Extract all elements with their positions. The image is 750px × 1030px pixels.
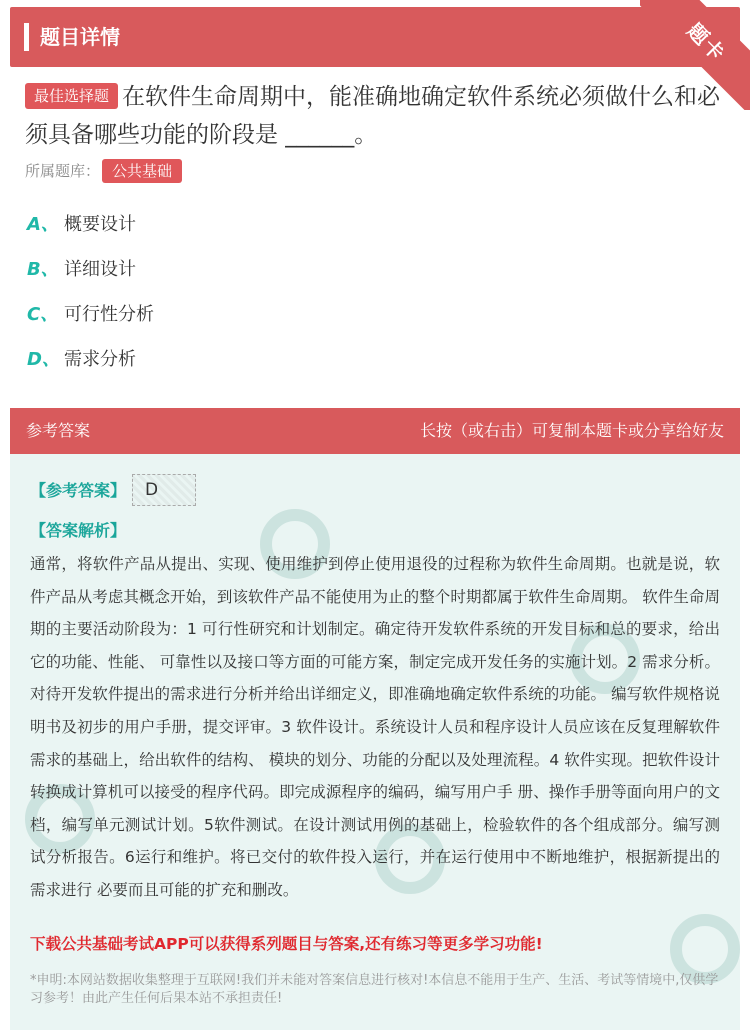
analysis-text: 通常，将软件产品从提出、实现、使用维护到停止使用退役的过程称为软件生命周期。也就是说，软件产品从考虑其概念开始，到该软件产品不能使用为止的整个时期都属于软件生命周期。 软件生命周期的主要活动阶段为：1 可行性研究和计划制定。确定待开发软件系统的开发目标和总的要求，给出它的功能、性能、 可靠性以及接口等方面的可能方案，制定完成开发任务的实施计划。2 需求分析。对待开发软件提出的需求进行分析并给出详细定义，即准确地确定软件系统的功能。 编写软件规格说明书及初步的用户手册，提交评审。3 软件设计。系统设计人员和程序设计人员应该在反复理解软件需求的基础上，给出软件的结构、 模块的划分、功能的分配以及处理流程。4 软件实现。把软件设计转换成计算机可以接受的程序代码。即完成源程序的编码，编写用户手 册、操作手册等面向用户的文档，编写单元测试计划。5软件测试。在设计测试用例的基础上，检验软件的各个组成部分。编写测试分析报告。6运行和维护。将已交付的软件投入运行，并在运行使用中不断地维护，根据新提出的需求进行 必要而且可能的扩充和删改。 [30,555,720,899]
option-a[interactable] [27,210,154,255]
question-text: 在软件生命周期中，能准确地确定软件系统必须做什么和必须具备哪些功能的阶段是 ______。 [25,84,721,148]
header-accent [24,23,29,51]
option-text: 可行性分析 [64,304,154,325]
option-b[interactable] [27,255,154,300]
options-list [27,210,154,390]
reference-answer-value: D [132,474,196,506]
option-text: 概要设计 [64,214,136,235]
page-title: 题目详情 [40,25,120,49]
analysis-label: 【答案解析】 [30,521,127,540]
question-type-badge: 最佳选择题 [25,83,118,109]
source-tag[interactable]: 公共基础 [102,159,182,183]
option-letter: D、 [27,349,60,370]
app-promo-link[interactable]: 下载公共基础考试APP可以获得系列题目与答案,还有练习等更多学习功能! [30,935,543,953]
source-label: 所属题库： [25,162,101,180]
answer-section-title: 参考答案 [26,421,91,440]
corner-label: 题卡 [682,18,731,67]
option-text: 需求分析 [64,349,136,370]
source-row [25,158,182,184]
option-letter: B、 [27,259,59,280]
disclaimer: *申明:本网站数据收集整理于互联网!我们并未能对答案信息进行核对!本信息不能用于生产、生活、考试等情境中,仅供学习参考！由此产生任何后果本站不承担责任! [30,973,719,1006]
option-letter: C、 [27,304,59,325]
answer-body [10,454,740,1030]
answer-header [10,408,740,454]
option-text: 详细设计 [64,259,136,280]
question-stem [25,78,725,154]
option-letter: A、 [27,214,59,235]
option-c[interactable] [27,300,154,345]
share-hint: 长按（或右击）可复制本题卡或分享给好友 [419,421,724,440]
option-d[interactable] [27,345,154,390]
header-bar [10,7,740,67]
reference-answer-label: 【参考答案】 [30,481,127,500]
